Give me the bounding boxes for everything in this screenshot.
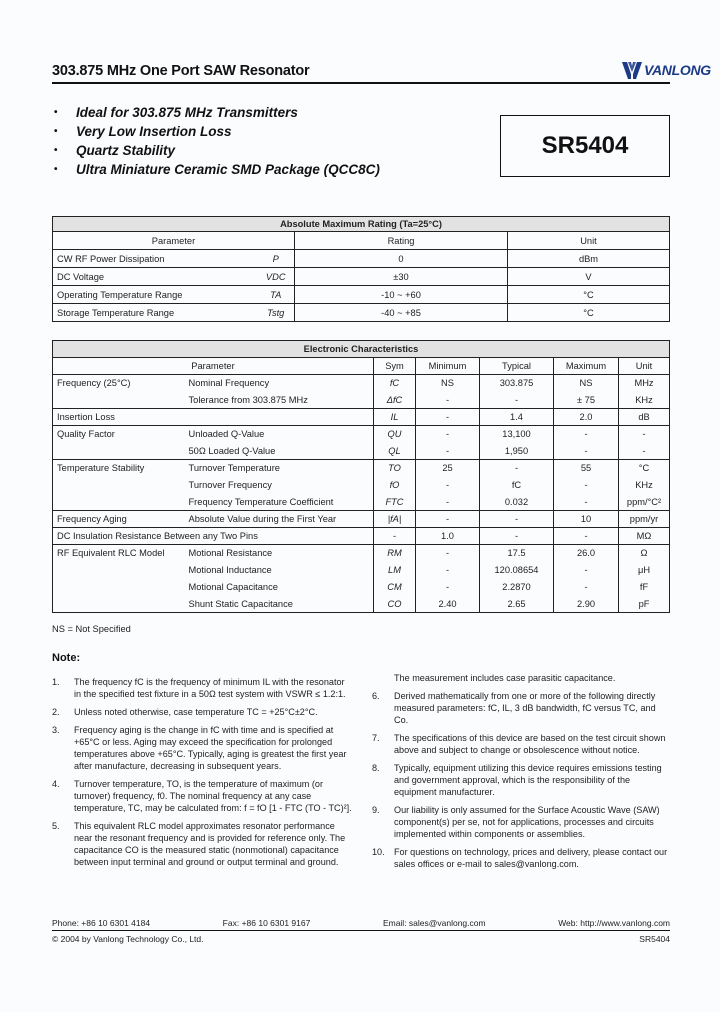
column-header: Sym: [374, 358, 416, 375]
table-row: DC Voltage VDC ±30 V: [53, 268, 670, 286]
column-header: Parameter: [53, 232, 295, 250]
feature-item: • Ultra Miniature Ceramic SMD Package (QCC8C): [54, 162, 380, 177]
bullet-icon: •: [54, 107, 58, 118]
vanlong-v-icon: [622, 62, 642, 79]
footer-email[interactable]: Email: sales@vanlong.com: [382, 918, 486, 928]
footer-part-number: SR5404: [639, 934, 670, 944]
table-row: Frequency Aging Absolute Value during the First Year |fA| - - 10 ppm/yr: [53, 511, 670, 528]
table-row: DC Insulation Resistance Between any Two Pins - 1.0 - - MΩ: [53, 528, 670, 545]
table-row: CW RF Power Dissipation P 0 dBm: [53, 250, 670, 268]
column-header: Parameter: [53, 358, 374, 375]
document-title: 303.875 MHz One Port SAW Resonator: [52, 63, 310, 79]
logo-text: VANLONG: [644, 62, 711, 78]
note-item: 3. Frequency aging is the change in fC with time and is specified at +65°C or less. Aging may exceed the specification for prolonged temperatures above +65°C. Typically, aging is greatest the first year after manufacture, decreasing in subsequent years.: [52, 725, 347, 771]
table-row: Quality Factor Unloaded Q-Value QU - 13,100 - -: [53, 426, 670, 443]
absolute-max-rating-table: [52, 216, 670, 322]
note-item: 2. Unless noted otherwise, case temperature TC = +25°C±2°C.: [52, 707, 318, 717]
table-row: RF Equivalent RLC Model Motional Resistance RM - 17.5 26.0 Ω: [53, 545, 670, 562]
footer-divider: [52, 930, 670, 931]
part-number-box: SR5404: [500, 115, 670, 177]
table-row: Frequency Temperature Coefficient FTC - 0.032 - ppm/°C²: [53, 494, 670, 511]
note-item: 6. Derived mathematically from one or more of the following directly measured parameters: fC, IL, 3 dB bandwidth, fC versus TC, and Co.: [372, 691, 656, 725]
table-row: Shunt Static Capacitance CO 2.40 2.65 2.90 pF: [53, 596, 670, 613]
table-row: Motional Capacitance CM - 2.2870 - fF: [53, 579, 670, 596]
footer-phone: Phone: +86 10 6301 4184: [52, 918, 151, 928]
note-item: 1. The frequency fC is the frequency of minimum IL with the resonator in the specified test fixture in a 50Ω test system with VSWR ≤ 1.2:1.: [52, 677, 346, 699]
column-header: Typical: [480, 358, 554, 375]
feature-item: • Ideal for 303.875 MHz Transmitters: [54, 105, 298, 120]
column-header: Unit: [619, 358, 670, 375]
table-row: Storage Temperature Range Tstg -40 ~ +85 °C: [53, 304, 670, 322]
note-item: 10. For questions on technology, prices and delivery, please contact our sales offices or e-mail to sales@vanlong.com.: [372, 847, 668, 869]
footer-web[interactable]: Web: http://www.vanlong.com: [558, 918, 670, 928]
feature-item: • Very Low Insertion Loss: [54, 124, 232, 139]
note-item: 7. The specifications of this device are based on the test circuit shown above and subject to change or obsolescence without notice.: [372, 733, 666, 755]
note-continuation: The measurement includes case parasitic capacitance.: [394, 673, 616, 683]
table-row: 50Ω Loaded Q-Value QL - 1,950 - -: [53, 443, 670, 460]
column-header: Unit: [508, 232, 670, 250]
table-title: Absolute Maximum Rating (Ta=25°C): [53, 217, 670, 232]
feature-item: • Quartz Stability: [54, 143, 176, 158]
table-row: Temperature Stability Turnover Temperature TO 25 - 55 °C: [53, 460, 670, 477]
table-row: Turnover Frequency fO - fC - KHz: [53, 477, 670, 494]
table-title: Electronic Characteristics: [53, 341, 670, 358]
ns-footnote: NS = Not Specified: [52, 624, 131, 634]
note-item: 8. Typically, equipment utilizing this device requires emissions testing and government approval, which is the responsibility of the equipment manufacturer.: [372, 763, 662, 797]
electronic-characteristics-table: [52, 340, 670, 613]
notes-heading: Note:: [52, 652, 81, 664]
notes-right-column: [372, 672, 672, 876]
table-row: Motional Inductance LM - 120.08654 - μH: [53, 562, 670, 579]
footer-fax: Fax: +86 10 6301 9167: [222, 918, 311, 928]
footer-copyright: © 2004 by Vanlong Technology Co., Ltd.: [52, 934, 204, 944]
footer-contact: [52, 918, 670, 928]
table-row: Insertion Loss IL - 1.4 2.0 dB: [53, 409, 670, 426]
header-divider: [52, 82, 670, 84]
note-item: 4. Turnover temperature, TO, is the temperature of maximum (or turnover) frequency, f0. The nominal frequency at any case temperature, TC, may be calculated from: f = fO [1 - FTC (TO - TC)²].: [52, 779, 352, 813]
bullet-icon: •: [54, 145, 58, 156]
footer-bottom: [52, 934, 670, 944]
column-header: Minimum: [416, 358, 480, 375]
bullet-icon: •: [54, 126, 58, 137]
bullet-icon: •: [54, 164, 58, 175]
table-row: Frequency (25°C) Nominal Frequency fC NS 303.875 NS MHz: [53, 375, 670, 392]
column-header: Maximum: [554, 358, 619, 375]
column-header: Rating: [295, 232, 508, 250]
vanlong-logo: [622, 61, 711, 79]
note-item: 9. Our liability is only assumed for the Surface Acoustic Wave (SAW) component(s) per se, not for applications, processes and circuits implemented within components or assemblies.: [372, 805, 660, 839]
notes-left-column: [52, 676, 352, 874]
table-row: Operating Temperature Range TA -10 ~ +60 °C: [53, 286, 670, 304]
table-row: Tolerance from 303.875 MHz ΔfC - - ± 75 KHz: [53, 392, 670, 409]
note-item: 5. This equivalent RLC model approximates resonator performance near the resonant frequency and is provided for reference only. The capacitance CO is the measured static (nonmotional) capacitance between input terminal and ground or output terminal and ground.: [52, 821, 346, 867]
feature-list: [52, 103, 380, 179]
